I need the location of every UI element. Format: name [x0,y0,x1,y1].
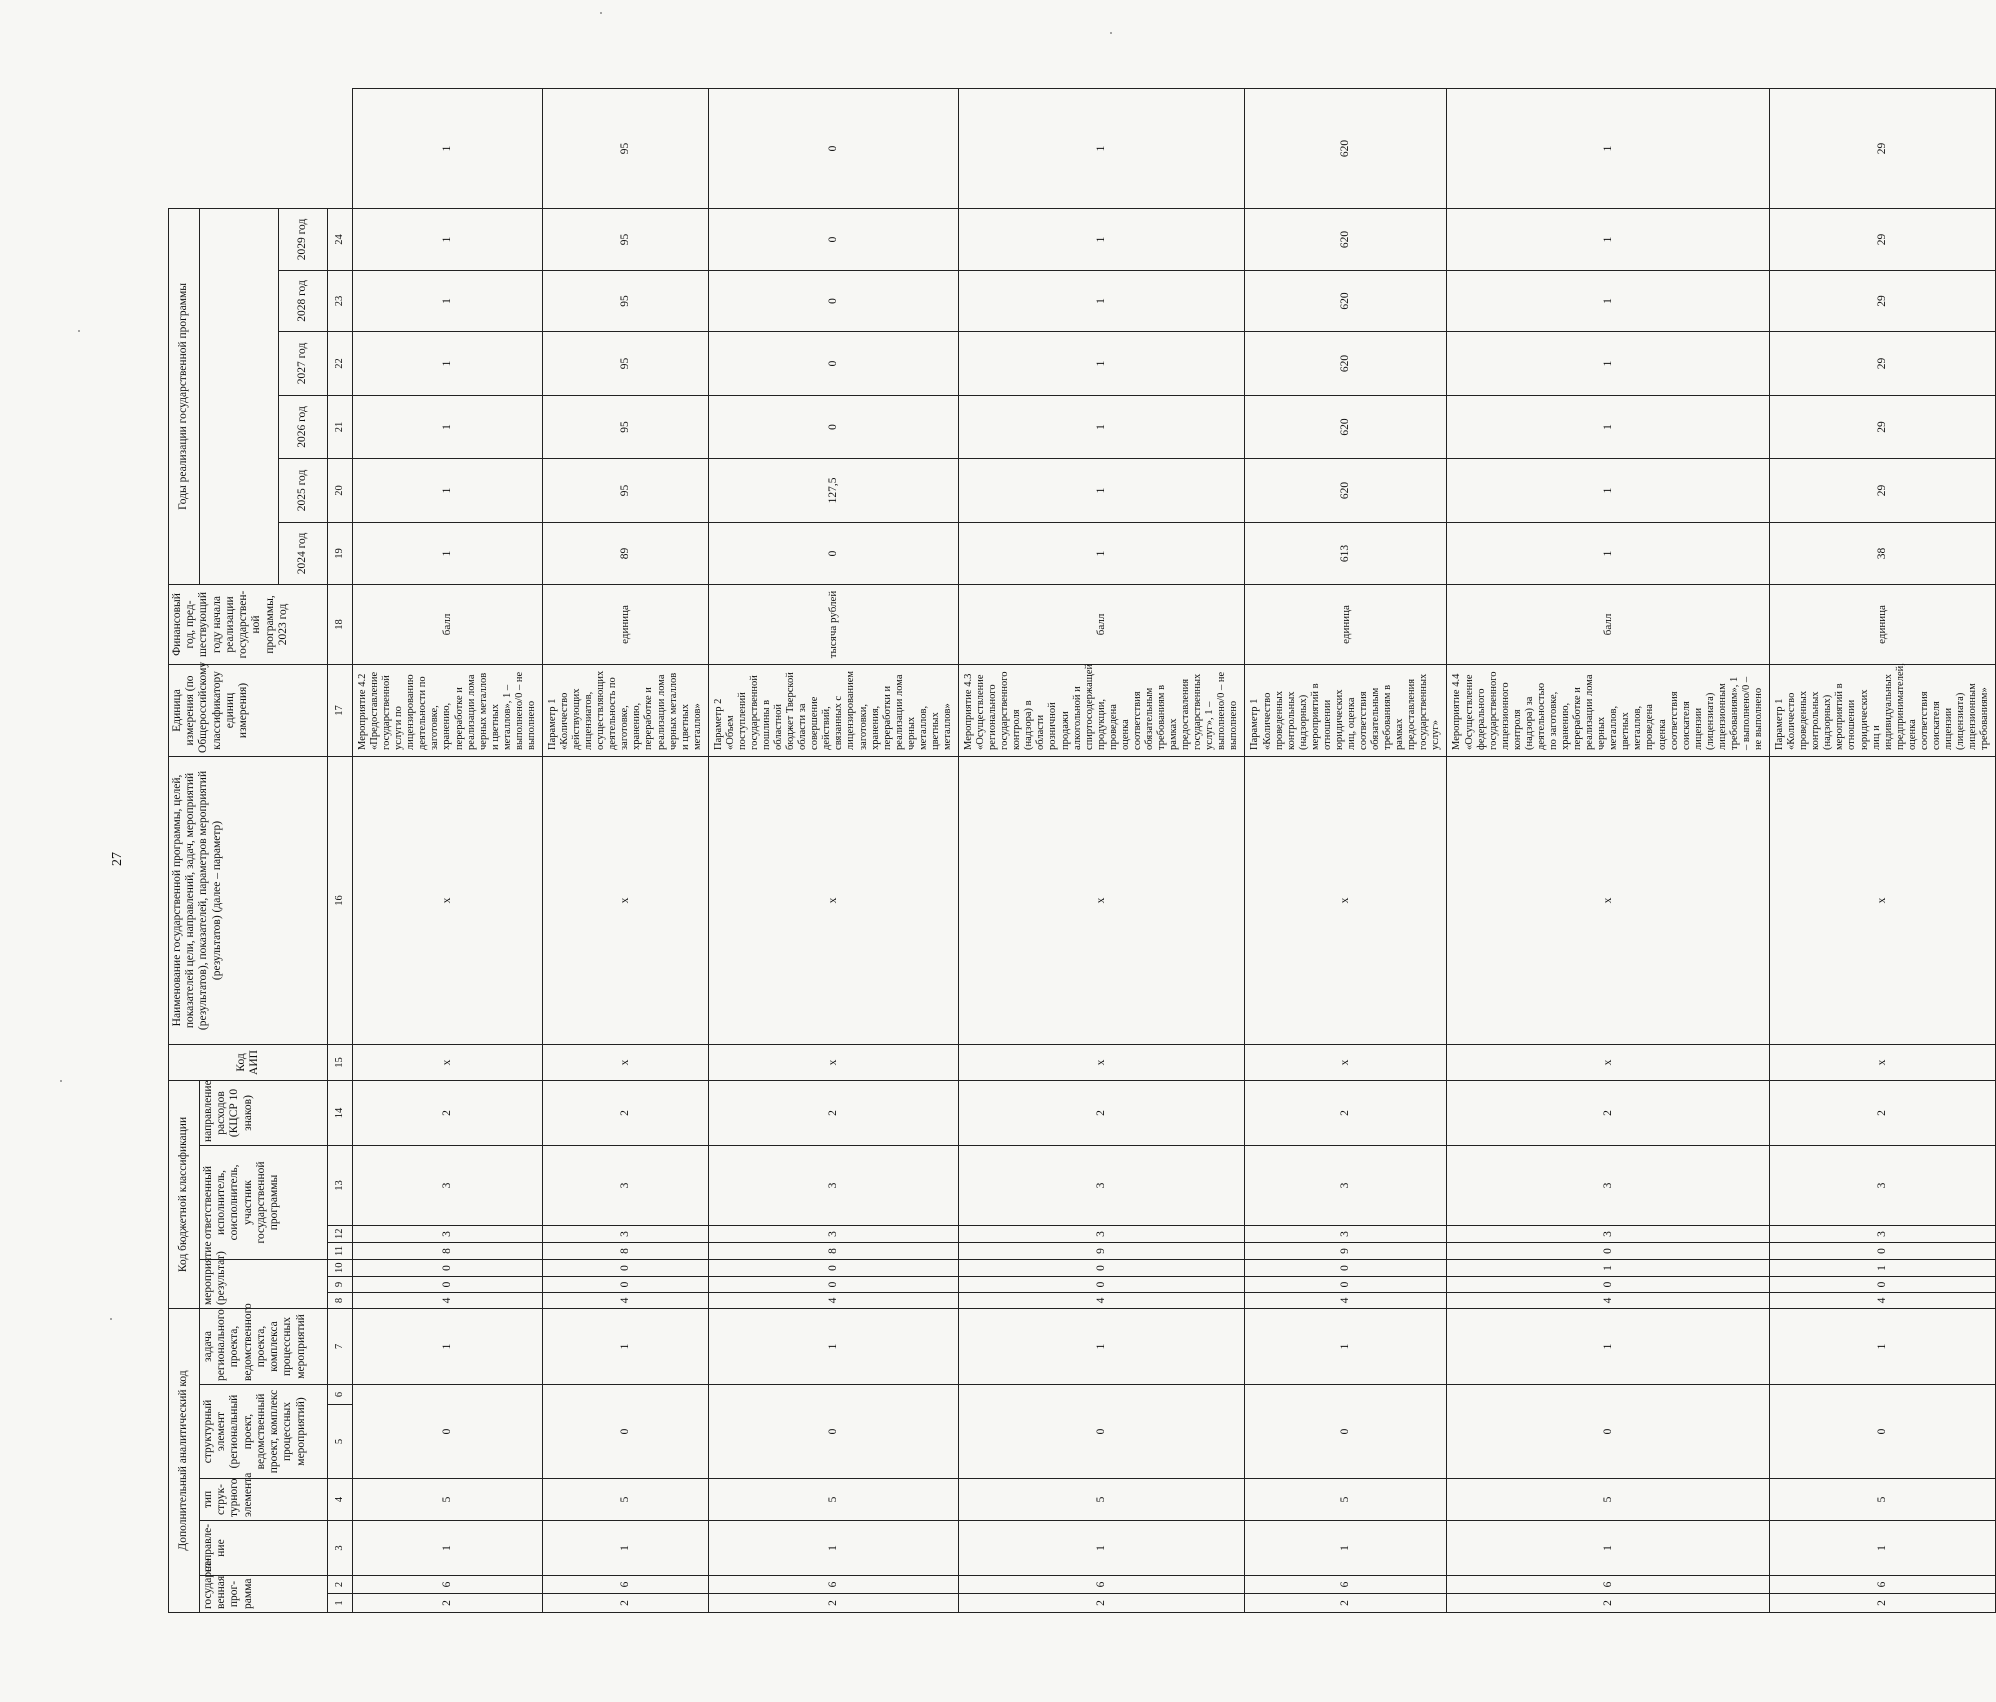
scan-speck [600,12,602,14]
cell-year-value: 0 [708,89,958,209]
cell-code: 1 [1245,1308,1447,1384]
header-year-2027: 2027 год [279,331,328,395]
scan-speck [78,330,80,332]
cell-code: 9 [1245,1242,1447,1259]
cell-code: 0 [1447,1242,1770,1259]
column-number: 1 [328,1594,353,1613]
cell-prior-year-value: 613 [1245,522,1447,584]
cell-code: 0 [1770,1242,1996,1259]
cell-code: 0 [1447,1385,1770,1479]
cell-unit: единица [542,584,708,664]
cell-code: 2 [542,1080,708,1145]
column-number: 12 [328,1225,353,1242]
header-prior-year: Финансовый год, пред-шествующий году начала реализации государствен-ной программы, 2023 год [169,584,328,664]
header-name: Наименование государственной программы, целей, показателей цели, направлений, задач, мероприятий (результатов), показателей, параметров мероприятий (результатов) (далее – параметр) [169,756,328,1044]
cell-unit: единица [1245,584,1447,664]
cell-code: 1 [542,1308,708,1384]
cell-year-value: 1 [353,89,543,209]
cell-expense-direction: x [542,1044,708,1080]
cell-code: 6 [708,1576,958,1594]
cell-code: 2 [959,1080,1245,1145]
cell-code: 2 [708,1594,958,1613]
column-number: 20 [328,458,353,522]
cell-code: 0 [959,1276,1245,1292]
cell-description: Параметр 1 «Количество проведенных контрольных (надзорных) мероприятий в отношении юридических лиц, оценка соответствия обязательным требованиям в рамках предоставления государственных услуг» [1245,664,1447,756]
header-year-2028: 2028 год [279,270,328,331]
cell-code: 5 [353,1479,543,1521]
cell-code: 2 [1245,1080,1447,1145]
header-year-2029: 2029 год [279,208,328,270]
cell-year-value: 1 [1447,89,1770,209]
cell-year-value: 29 [1770,89,1996,209]
cell-code: 1 [1245,1521,1447,1576]
table-row [959,89,1245,1613]
column-number: 23 [328,270,353,331]
cell-year-value: 0 [708,331,958,395]
table-row [353,89,543,1613]
header-unit: Единица измерения (по Общероссийскому классификатору единиц измерения) [169,664,328,756]
cell-code: 0 [708,1385,958,1479]
rotated-table-wrapper [168,88,1991,1613]
cell-year-value: 1 [353,395,543,458]
cell-year-value: 1 [959,458,1245,522]
scan-speck [60,1080,62,1082]
cell-code: 3 [1447,1145,1770,1225]
cell-code: 0 [542,1276,708,1292]
cell-code: 4 [542,1292,708,1308]
cell-code: 5 [1447,1479,1770,1521]
column-number: 11 [328,1242,353,1259]
column-number: 2 [328,1576,353,1594]
cell-code: 0 [959,1259,1245,1276]
cell-expense-direction: x [1245,1044,1447,1080]
cell-year-value: 1 [1447,270,1770,331]
header-year-2025: 2025 год [279,458,328,522]
cell-code: 6 [959,1576,1245,1594]
cell-code: 1 [1447,1259,1770,1276]
cell-code: 1 [1447,1521,1770,1576]
cell-aip-code: x [542,756,708,1044]
cell-aip-code: x [1770,756,1996,1044]
cell-code: 0 [1770,1385,1996,1479]
cell-code: 5 [1245,1479,1447,1521]
cell-code: 3 [542,1225,708,1242]
cell-code: 1 [959,1308,1245,1384]
column-number: 9 [328,1276,353,1292]
cell-code: 4 [353,1292,543,1308]
cell-code: 2 [1447,1080,1770,1145]
table-row [542,89,708,1613]
cell-unit: балл [353,584,543,664]
cell-code: 0 [353,1276,543,1292]
cell-aip-code: x [353,756,543,1044]
column-number: 5 [328,1405,353,1479]
column-number: 22 [328,331,353,395]
page-number: 27 [110,852,125,866]
cell-code: 3 [959,1225,1245,1242]
program-table [168,88,1996,1613]
cell-unit: балл [1447,584,1770,664]
column-number: 15 [328,1044,353,1080]
cell-year-value: 620 [1245,458,1447,522]
column-number: 19 [328,522,353,584]
cell-prior-year-value: 38 [1770,522,1996,584]
header-task: задача регионального проекта, ведомственного проекта, комплекса процессных мероприятий [200,1308,328,1384]
cell-code: 5 [708,1479,958,1521]
header-additional-code: Дополнительный аналитический код [169,1308,200,1612]
cell-code: 6 [1770,1576,1996,1594]
cell-prior-year-value: 1 [1447,522,1770,584]
cell-code: 6 [1245,1576,1447,1594]
cell-code: 0 [959,1385,1245,1479]
cell-expense-direction: x [708,1044,958,1080]
cell-year-value: 0 [708,270,958,331]
cell-code: 2 [1770,1594,1996,1613]
cell-code: 2 [1447,1594,1770,1613]
cell-expense-direction: x [353,1044,543,1080]
cell-aip-code: x [1447,756,1770,1044]
cell-code: 1 [353,1521,543,1576]
cell-code: 4 [1447,1292,1770,1308]
cell-code: 2 [353,1080,543,1145]
cell-code: 0 [542,1259,708,1276]
cell-year-value: 1 [1447,331,1770,395]
cell-year-value: 95 [542,395,708,458]
column-number: 7 [328,1308,353,1384]
cell-prior-year-value: 89 [542,522,708,584]
scan-speck [1110,32,1112,34]
column-number: 24 [328,208,353,270]
cell-prior-year-value: 0 [708,522,958,584]
header-aip-code: Код АИП [169,1044,328,1080]
column-number: 4 [328,1479,353,1521]
cell-code: 2 [542,1594,708,1613]
cell-code: 1 [1447,1308,1770,1384]
cell-year-value: 1 [959,270,1245,331]
cell-code: 0 [708,1259,958,1276]
header-row-1 [169,89,200,1613]
cell-expense-direction: x [1447,1044,1770,1080]
cell-code: 6 [542,1576,708,1594]
cell-code: 8 [708,1242,958,1259]
table-row [1447,89,1770,1613]
cell-code: 0 [353,1259,543,1276]
cell-year-value: 95 [542,331,708,395]
cell-year-value: 1 [959,331,1245,395]
cell-code: 5 [542,1479,708,1521]
cell-code: 3 [542,1145,708,1225]
header-year-2024: 2024 год [279,522,328,584]
column-number: 6 [328,1385,353,1405]
cell-year-value: 29 [1770,395,1996,458]
cell-code: 1 [542,1521,708,1576]
cell-prior-year-value: 1 [959,522,1245,584]
header-year-2026: 2026 год [279,395,328,458]
cell-year-value: 620 [1245,270,1447,331]
cell-year-value: 1 [353,331,543,395]
cell-code: 1 [959,1521,1245,1576]
column-number: 21 [328,395,353,458]
cell-year-value: 29 [1770,458,1996,522]
cell-year-value: 29 [1770,331,1996,395]
header-structural-type: тип струк-турного элемента [200,1479,328,1521]
cell-year-value: 620 [1245,331,1447,395]
cell-aip-code: x [1245,756,1447,1044]
cell-code: 0 [1245,1276,1447,1292]
cell-year-value: 620 [1245,395,1447,458]
cell-code: 1 [353,1308,543,1384]
cell-code: 4 [1770,1292,1996,1308]
table-row [708,89,958,1613]
cell-code: 0 [1447,1276,1770,1292]
cell-year-value: 0 [708,395,958,458]
cell-year-value: 29 [1770,208,1996,270]
cell-code: 0 [1245,1259,1447,1276]
cell-aip-code: x [959,756,1245,1044]
table-row [1770,89,1996,1613]
cell-code: 3 [1245,1225,1447,1242]
cell-code: 0 [1770,1276,1996,1292]
cell-code: 0 [708,1276,958,1292]
cell-year-value: 95 [542,89,708,209]
cell-code: 0 [353,1385,543,1479]
cell-year-value: 95 [542,208,708,270]
cell-year-value: 620 [1245,89,1447,209]
cell-code: 3 [353,1225,543,1242]
cell-description: Параметр 1 «Количество действующих лицензиатов, осуществляющих деятельность по заготовке, хранению, переработке и реализации лома черных металлов и цветных металлов» [542,664,708,756]
cell-prior-year-value: 1 [353,522,543,584]
cell-code: 2 [959,1594,1245,1613]
cell-code: 0 [1245,1385,1447,1479]
cell-unit: тысяча рублей [708,584,958,664]
cell-year-value: 1 [353,458,543,522]
cell-year-value: 0 [708,208,958,270]
header-budget-code: Код бюджетной классификации [169,1080,200,1308]
cell-year-value: 95 [542,458,708,522]
cell-aip-code: x [708,756,958,1044]
scan-speck [110,1318,112,1320]
cell-code: 3 [1770,1145,1996,1225]
cell-code: 4 [708,1292,958,1308]
cell-code: 3 [1447,1225,1770,1242]
cell-code: 2 [353,1594,543,1613]
cell-code: 5 [1770,1479,1996,1521]
cell-year-value: 1 [959,395,1245,458]
cell-year-value: 1 [353,208,543,270]
cell-code: 4 [1245,1292,1447,1308]
column-number: 18 [328,584,353,664]
cell-code: 9 [959,1242,1245,1259]
cell-year-value: 1 [1447,395,1770,458]
column-number: 10 [328,1259,353,1276]
cell-unit: балл [959,584,1245,664]
cell-year-value: 95 [542,270,708,331]
cell-description: Параметр 1 «Количество проведенных контрольных (надзорных) мероприятий в отношении юридических лиц и индивидуальных предпринимателей, оценка соответствия соискателя лицензии (лицензиата) лицензионным требованиям» [1770,664,1996,756]
cell-code: 1 [1770,1259,1996,1276]
cell-code: 2 [1245,1594,1447,1613]
cell-description: Мероприятие 4.2 «Предоставление государственной услуги по лицензированию деятельности по заготовке, хранению, переработке и реализации лома черных металлов и цветных металлов», 1 – выполнено/0 – не выполнено [353,664,543,756]
header-state-program: государст-венная прог-рамма [200,1576,328,1613]
column-number-row [328,89,353,1613]
cell-year-value: 620 [1245,208,1447,270]
cell-description: Мероприятие 4.4 «Осуществление федерального государственного лицензионного контроля (надзора) за деятельностью по заготовке, хранению, переработке и реализации лома черных металлов, цветных металлов, проведена оценка соответствия соискателя лицензии (лицензиата) лицензионным требованиям», 1 – выполнено/0 – не выполнено [1447,664,1770,756]
column-number: 13 [328,1145,353,1225]
cell-year-value: 1 [1447,208,1770,270]
header-years-blank [200,208,279,584]
cell-code: 3 [1245,1145,1447,1225]
cell-code: 1 [1770,1308,1996,1384]
header-event: мероприятие (результат) [200,1259,328,1308]
cell-code: 3 [708,1145,958,1225]
cell-code: 2 [1770,1080,1996,1145]
header-direction: направле-ние [200,1521,328,1576]
cell-code: 0 [542,1385,708,1479]
column-number: 14 [328,1080,353,1145]
column-number: 17 [328,664,353,756]
cell-code: 8 [353,1242,543,1259]
header-years-group: Годы реализации государственной программы [169,208,200,584]
cell-year-value: 1 [353,270,543,331]
cell-year-value: 29 [1770,270,1996,331]
column-number: 3 [328,1521,353,1576]
cell-code: 1 [1770,1521,1996,1576]
cell-code: 3 [1770,1225,1996,1242]
cell-description: Мероприятие 4.3 «Осуществление регионального государственного контроля (надзора) в области розничной продажи алкогольной и спиртосодержащей продукции, проведена оценка соответствия обязательным требованиям в рамках предоставления государственных услуг», 1 – выполнено/0 – не выполнено [959,664,1245,756]
header-structural-element: структурный элемент (региональный проект, ведомственный проект, комплекс процессных мероприятий) [200,1385,328,1479]
cell-code: 1 [708,1521,958,1576]
cell-code: 4 [959,1292,1245,1308]
cell-code: 3 [708,1225,958,1242]
cell-code: 8 [542,1242,708,1259]
cell-code: 6 [353,1576,543,1594]
cell-expense-direction: x [1770,1044,1996,1080]
cell-expense-direction: x [959,1044,1245,1080]
cell-unit: единица [1770,584,1996,664]
cell-code: 3 [353,1145,543,1225]
cell-code: 2 [708,1080,958,1145]
cell-description: Параметр 2 «Объем поступлений государственной пошлины в областной бюджет Тверской области за совершение действий, связанных с лицензированием заготовки, хранения, переработки и реализации лома черных металлов, цветных металлов» [708,664,958,756]
cell-code: 1 [708,1308,958,1384]
cell-year-value: 1 [959,208,1245,270]
header-expense-direction: направление расходов (КЦСР 10 знаков) [200,1080,328,1145]
cell-year-value: 127,5 [708,458,958,522]
cell-year-value: 1 [959,89,1245,209]
column-number: 16 [328,756,353,1044]
table-row [1245,89,1447,1613]
cell-code: 3 [959,1145,1245,1225]
column-number: 8 [328,1292,353,1308]
cell-code: 6 [1447,1576,1770,1594]
cell-code: 5 [959,1479,1245,1521]
header-responsible: ответственный исполнитель, соисполнитель, участник государственной программы [200,1145,328,1259]
cell-year-value: 1 [1447,458,1770,522]
